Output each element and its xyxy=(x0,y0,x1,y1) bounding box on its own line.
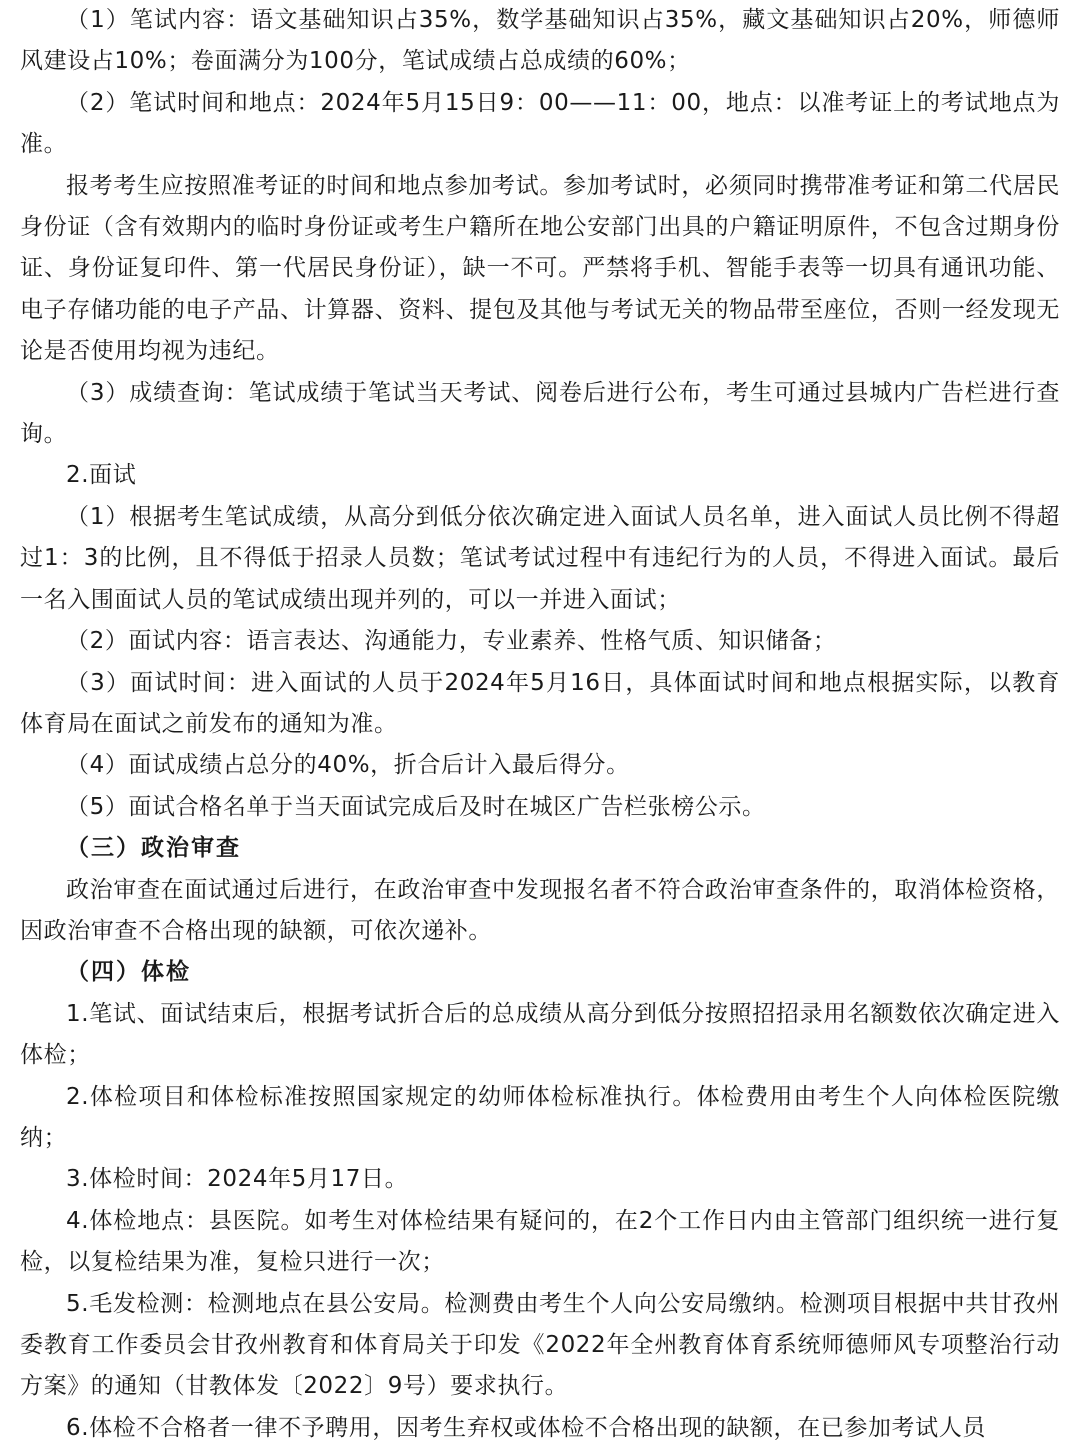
paragraph: （2）笔试时间和地点：2024年5月15日9：00——11：00，地点：以准考证上的考试地点为准。 xyxy=(20,89,1060,158)
paragraph: （4）面试成绩占总分的40%，折合后计入最后得分。 xyxy=(66,752,630,779)
paragraph: （5）面试合格名单于当天面试完成后及时在城区广告栏张榜公示。 xyxy=(66,793,766,820)
document-body xyxy=(20,0,1060,1449)
paragraph: 4.体检地点：县医院。如考生对体检结果有疑问的，在2个工作日内由主管部门组织统一进行复检，以复检结果为准，复检只进行一次； xyxy=(20,1207,1060,1276)
paragraph: 报考考生应按照准考证的时间和地点参加考试。参加考试时，必须同时携带准考证和第二代居民身份证（含有效期内的临时身份证或考生户籍所在地公安部门出具的户籍证明原件，不包含过期身份证、身份证复印件、第一代居民身份证），缺一不可。严禁将手机、智能手表等一切具有通讯功能、电子存储功能的电子产品、计算器、资料、提包及其他与考试无关的物品带至座位，否则一经发现无论是否使用均视为违纪。 xyxy=(20,172,1060,365)
paragraph: 3.体检时间：2024年5月17日。 xyxy=(66,1166,409,1193)
paragraph: （3）成绩查询：笔试成绩于笔试当天考试、阅卷后进行公布，考生可通过县城内广告栏进行查询。 xyxy=(20,379,1060,448)
paragraph: 6.体检不合格者一律不予聘用，因考生弃权或体检不合格出现的缺额，在已参加考试人员 xyxy=(66,1414,986,1441)
section-heading: （三）政治审查 xyxy=(66,835,241,862)
paragraph: （1）笔试内容：语文基础知识占35%，数学基础知识占35%，藏文基础知识占20%，师德师风建设占10%；卷面满分为100分，笔试成绩占总成绩的60%； xyxy=(20,7,1060,75)
paragraph: （2）面试内容：语言表达、沟通能力，专业素养、性格气质、知识储备； xyxy=(66,628,837,655)
subsection-title: 2.面试 xyxy=(66,462,137,489)
paragraph: 政治审查在面试通过后进行，在政治审查中发现报名者不符合政治审查条件的，取消体检资格，因政治审查不合格出现的缺额，可依次递补。 xyxy=(20,876,1060,944)
paragraph: （1）根据考生笔试成绩，从高分到低分依次确定进入面试人员名单，进入面试人员比例不得超过1：3的比例，且不得低于招录人员数；笔试考试过程中有违纪行为的人员，不得进入面试。最后一名入围面试人员的笔试成绩出现并列的，可以一并进入面试； xyxy=(20,503,1060,613)
paragraph: （3）面试时间：进入面试的人员于2024年5月16日，具体面试时间和地点根据实际，以教育体育局在面试之前发布的通知为准。 xyxy=(20,669,1060,737)
paragraph: 5.毛发检测：检测地点在县公安局。检测费由考生个人向公安局缴纳。检测项目根据中共甘孜州委教育工作委员会甘孜州教育和体育局关于印发《2022年全州教育体育系统师德师风专项整治行动方案》的通知（甘教体发〔2022〕9号）要求执行。 xyxy=(20,1290,1060,1400)
section-heading: （四）体检 xyxy=(66,959,191,986)
paragraph: 2.体检项目和体检标准按照国家规定的幼师体检标准执行。体检费用由考生个人向体检医院缴纳； xyxy=(20,1083,1060,1151)
paragraph: 1.笔试、面试结束后，根据考试折合后的总成绩从高分到低分按照招招录用名额数依次确定进入体检； xyxy=(20,1000,1060,1069)
